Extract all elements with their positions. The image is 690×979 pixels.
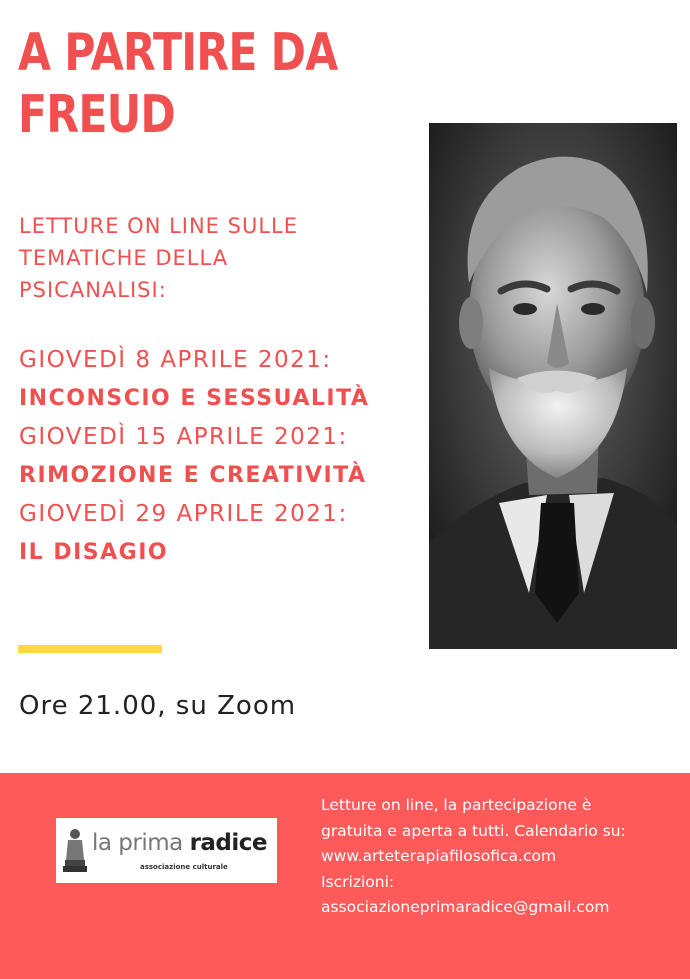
accent-divider: [18, 645, 162, 653]
title-line-1: A PARTIRE DA: [18, 23, 338, 83]
schedule-date-2: GIOVEDÌ 15 APRILE 2021:: [19, 424, 348, 450]
footer-line-4: Iscrizioni:: [321, 872, 395, 891]
schedule-topic-1: INCONSCIO E SESSUALITÀ: [19, 386, 370, 411]
schedule-topic-2: RIMOZIONE E CREATIVITÀ: [19, 463, 367, 488]
title-line-2: FREUD: [18, 85, 176, 145]
footer-line-2: gratuita e aperta a tutti. Calendario su:: [321, 821, 626, 840]
footer-panel: [0, 773, 690, 979]
intro-line-3: PSICANALISI:: [19, 278, 167, 302]
statue-icon: [62, 826, 88, 874]
logo-name-light: la prima: [92, 830, 190, 856]
schedule-list: [19, 341, 419, 572]
organization-logo: [56, 818, 277, 883]
schedule-date-1: GIOVEDÌ 8 APRILE 2021:: [19, 347, 332, 373]
freud-portrait: [429, 123, 677, 649]
schedule-date-3: GIOVEDÌ 29 APRILE 2021:: [19, 501, 348, 527]
intro-line-2: TEMATICHE DELLA: [19, 246, 229, 270]
logo-subtitle: associazione culturale: [140, 863, 228, 871]
footer-email-link[interactable]: associazioneprimaradice@gmail.com: [321, 898, 610, 916]
intro-text: [19, 210, 349, 306]
portrait-illustration: [429, 123, 677, 649]
poster-title: [18, 22, 337, 146]
intro-line-1: LETTURE ON LINE SULLE: [19, 214, 298, 238]
footer-line-1: Letture on line, la partecipazione è: [321, 796, 592, 814]
logo-name-bold: radice: [189, 830, 268, 856]
logo-wordmark: [92, 828, 267, 858]
schedule-topic-3: IL DISAGIO: [19, 540, 169, 565]
event-time: Ore 21.00, su Zoom: [19, 691, 297, 721]
footer-website-link[interactable]: www.arteterapiafilosofica.com: [321, 847, 557, 865]
footer-info: [321, 793, 681, 921]
